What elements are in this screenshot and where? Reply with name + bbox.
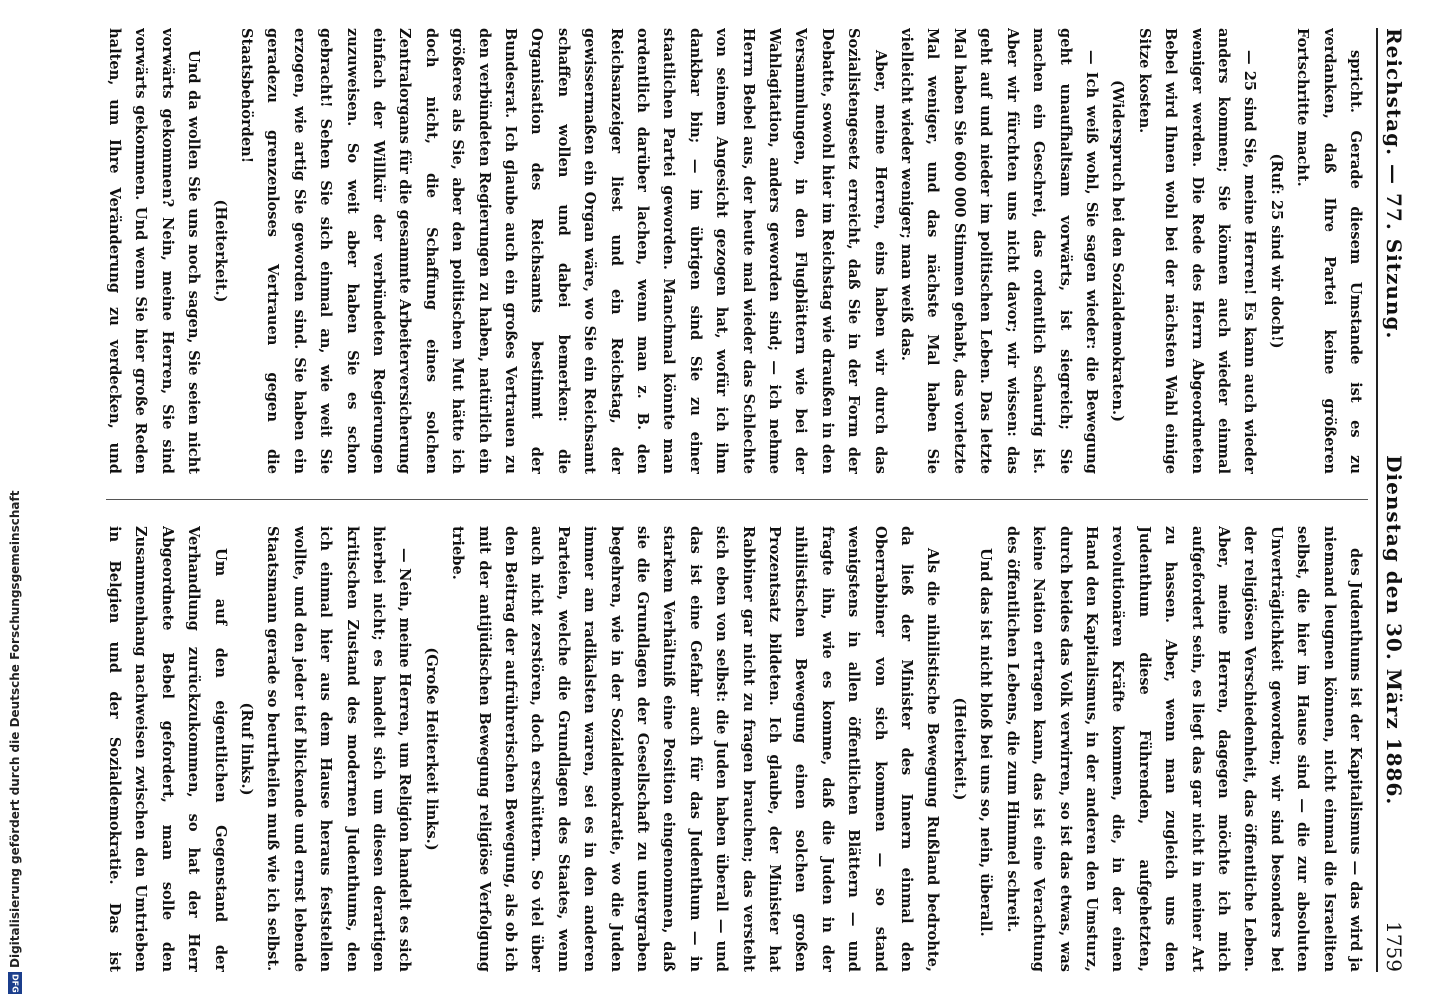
header-title: Reichstag. — 77. Sitzung. xyxy=(1382,28,1406,340)
left-column-paragraph: — 25 sind Sie, meine Herren! Es kann auch wieder anders kommen; Sie können auch wieder einmal weniger werden. Die Rede des Herrn Abgeordneten Bebel wird Ihnen wohl bei der nächsten Wahl einige Sitze kosten. xyxy=(1135,28,1259,474)
right-column-paragraph: Und das ist nicht bloß bei uns so, nein, überall. xyxy=(977,548,995,937)
header-date: Dienstag den 30. März 1886. xyxy=(1382,455,1406,806)
right-column-paragraph: des Judenthums ist der Kapitalismus — das wird ja niemand leugnen können, nicht einmal die Israeliten selbst, die hier im Hause sind — die zur absoluten Unverträglichkeit geworden; wir sind besonders bei der religiösen Verschiedenheit, das öffentliche Leben. Aber, meine Herren, dagegen möchte ich mich aufgefordert sein, es liegt das gar nicht in meiner Art zu hassen. Aber, wenn man zugleich uns den Judenthum diese Führenden, aufgehetzten, revolutionären Kräfte kommen, die, in der einen Hand den Kapitalismus, in der anderen den Umsturz, durch beides das Volk verwirren, so ist das etwas, was keine Nation ertragen kann, das ist eine Verachtung des öffentlichen Lebens, die zum Himmel schreit. xyxy=(1003,526,1364,972)
right-column-paragraph: Um auf den eigentlichen Gegenstand der Verhandlung zurückzukommen, so hat der Herr Abgeordnete Bebel gefordert, man solle den Zusammenhang nachweisen zwischen den Umtrieben in Belgien und der Sozialdemokratie. Das ist xyxy=(106,526,229,972)
left-column-paragraph: (Widerspruch bei den Sozialdemokraten.) xyxy=(1109,80,1127,422)
left-column-paragraph: spricht. Gerade diesem Umstande ist es zu verdanken, daß Ihre Partei keine größeren Fortschritte macht. xyxy=(1294,28,1364,474)
right-column-paragraph: (Ruf links.) xyxy=(237,702,255,796)
left-column-paragraph: (Ruf: 25 sind wir doch!) xyxy=(1267,153,1285,349)
right-column-paragraph: (Große Heiterkeit links.) xyxy=(422,647,440,851)
right-column-paragraph: Als die nihilistische Bewegung Rußland bedrohte, da ließ der Minister des Innern einmal den Oberrabbiner von sich kommen — so stand wenigstens in allen öffentlichen Blättern — und fragte ihn, wie es komme, daß die Juden in der nihilistischen Bewegung einen solchen großen Prozentsatz bildeten. Ich glaube, der Minister hat Rabbiner gar nicht zu fragen brauchen; das versteht sich eben von selbst: die Juden haben überall — und das ist eine Gefahr auch für das Judenthum — in starkem Verhältniß eine Position eingenommen, daß sie die Grundlagen der Gesellschaft zu untergraben begehren, wie in der Sozialdemokratie, wo die Juden immer am radikalsten waren, sei es in den anderen Parteien, welche die Grundlagen des Staates, wenn auch nicht zerstören, doch erschüttern. So viel über den Beitrag der aufrührerischen Bewegung, als ob ich mit der antijüdischen Bewegung religiöse Verfolgung triebe. xyxy=(449,526,942,972)
right-column-paragraph: (Heiterkeit.) xyxy=(950,697,968,801)
dfg-logo xyxy=(8,972,22,994)
column-divider xyxy=(106,499,1368,500)
dfg-logo-text: DFG xyxy=(10,973,20,993)
left-column-paragraph: (Heiterkeit.) xyxy=(211,199,229,303)
newspaper-page xyxy=(94,8,1416,992)
left-column-paragraph: Und da wollen Sie uns noch sagen, Sie seien nicht vorwärts gekommen? Nein, meine Herren, Sie sind vorwärts gekommen. Und wenn Sie hier große Reden halten, um Ihre Veränderung zu verdecken, und xyxy=(106,28,203,474)
funding-note: Digitalisierung gefördert durch die Deutsche Forschungsgemeinschaft xyxy=(8,490,22,968)
text-column-left xyxy=(106,28,1368,474)
page-header xyxy=(1376,28,1410,972)
text-column-right xyxy=(106,526,1368,972)
digitization-footer xyxy=(2,0,28,1000)
left-column-paragraph: Aber, meine Herren, eins haben wir durch das Sozialistengesetz erreicht, daß Sie in der Form der Debatte, sowohl hier im Reichstag wie draußen in den Versammlungen, in den Flugblättern wie bei der Wahlagitation, anders geworden sind; — ich nehme Herrn Bebel aus, der heute mal wieder das Schlechte von seinem Angesicht gezogen hat, wofür ich ihm dankbar bin; — im übrigen sind Sie zu einer staatlichen Partei geworden. Manchmal könnte man ordentlich darüber lachen, wenn man z. B. den Reichsanzeiger liest und ein Reichstag, der gewissermaßen ein Organ wäre, wo Sie ein Reichsamt schaffen wollen und dabei bemerken: die Organisation des Reichsamts bestimmt der Bundesrat. Ich glaube auch ein großes Vertrauen zu den verbündeten Regierungen zu haben, natürlich ein größeres als Sie, aber den politischen Mut hätte ich doch nicht, die Schaffung eines solchen Zentralorgans für die gesammte Arbeiterversicherung einfach der Willkür der verbündeten Regierungen zuzuweisen. So weit aber haben Sie es schon gebracht! Sehen Sie sich einmal an, wie weit Sie erzogen, wie artig Sie geworden sind. Sie haben ein geradezu grenzenloses Vertrauen gegen die Staatsbehörden! xyxy=(237,28,889,474)
left-column-paragraph: — Ich weiß wohl, Sie sagen wieder: die Bewegung geht unaufhaltsam vorwärts, ist siegreich; Sie machen ein Geschrei, das ordentlich schaurig ist. Aber wir fürchten uns nicht davor; wir wissen: das geht auf und nieder im politischen Leben. Das letzte Mal haben Sie 600 000 Stimmen gehabt, das vorletzte Mal weniger, und das nächste Mal haben Sie vielleicht wieder weniger; man weiß das. xyxy=(898,28,1100,474)
right-column-paragraph: — Nein, meine Herren, um Religion handelt es sich hierbei nicht; es handelt sich um diesen derartigen kritischen Zustand des modernen Judenthums, den ich einmal hier aus dem Hause heraus feststellen wollte, und den jeder tief blickende und ernst lebende Staatsmann gerade so beurtheilen muß wie ich selbst. xyxy=(264,526,414,972)
page-number: 1759 xyxy=(1382,921,1406,972)
